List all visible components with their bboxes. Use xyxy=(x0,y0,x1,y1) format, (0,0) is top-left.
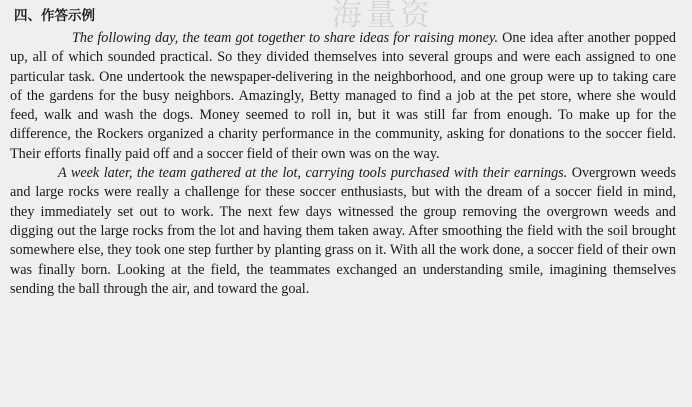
paragraph-1 xyxy=(10,29,676,164)
paragraph-2 xyxy=(10,164,676,299)
paragraph-1-body: One idea after another popped up, all of which sounded practical. So they divided themselves into several groups and were each assigned to one particular task. One undertook the newspaper-delivering in the neighborhood, and one group were up to taking care of the gardens for the busy neighbors. Amazingly, Betty managed to find a job at the pet store, where she would feed, walk and wash the dogs. Money seemed to roll in, but it was still far from enough. To make up for the difference, the Rockers organized a charity performance in the community, asking for donations to the soccer field. Their efforts finally paid off and a soccer field of their own was on the way. xyxy=(10,30,676,162)
watermark: 海量资 xyxy=(332,0,434,33)
paragraph-2-body: Overgrown weeds and large rocks were really a challenge for these soccer enthusiasts, but with the dream of a soccer field in mind, they immediately set out to work. The next few days witnessed the group removing the overgrown weeds and digging out the large rocks from the lot and having them taken away. After smoothing the field with the soil brought somewhere else, they took one step further by planting grass on it. With all the work done, a soccer field of their own was finally born. Looking at the field, the teammates exchanged an understanding smile, imagining themselves sending the ball through the air, and toward the goal. xyxy=(10,165,676,297)
paragraph-1-lead-sentence: The following day, the team got together to share ideas for raising money. xyxy=(72,30,499,46)
paragraph-2-lead-sentence: A week later, the team gathered at the lot, carrying tools purchased with their earnings. xyxy=(58,165,568,182)
section-heading: 四、作答示例 xyxy=(14,8,95,24)
